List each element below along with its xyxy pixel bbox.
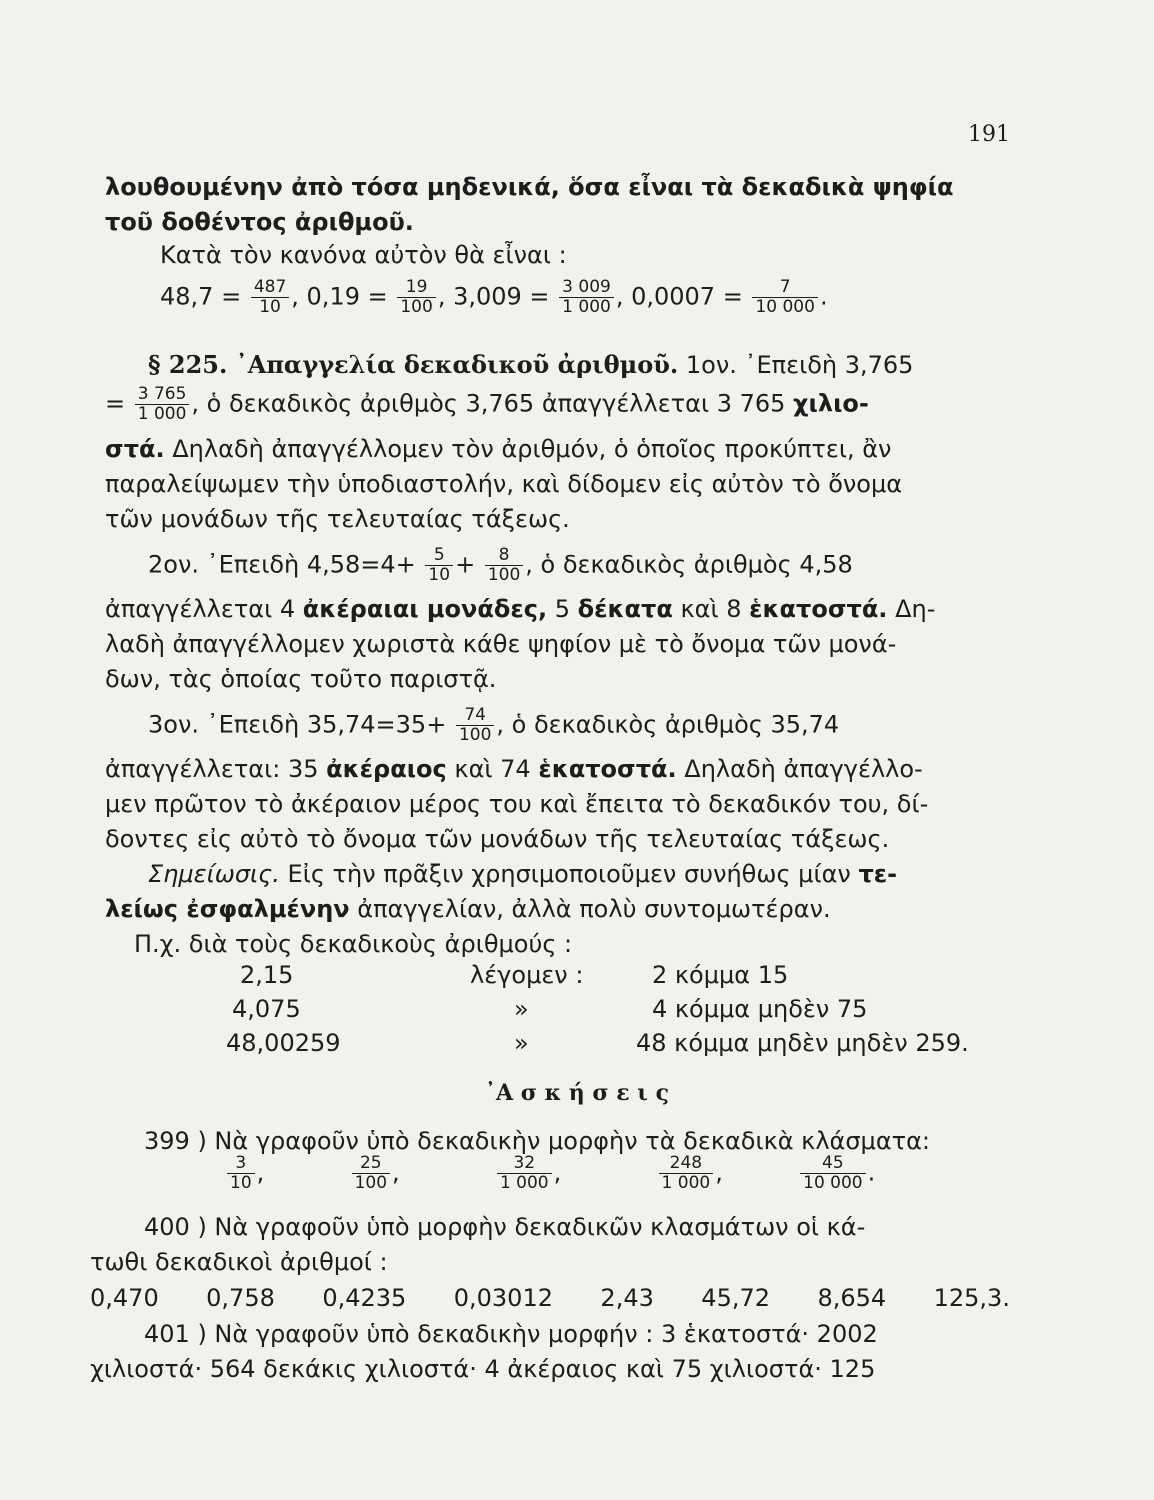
decimal-number: 2,43 — [600, 1284, 654, 1312]
fraction: $\frac{3 765}{1 000}$ — [135, 385, 190, 424]
example-reading: 48 κόμμα μηδὲν μηδὲν 259. — [636, 1029, 969, 1057]
text-line: τοῦ δοθέντος ἀριθμοῦ. — [105, 208, 414, 236]
text-line: παραλείψωμεν τὴν ὑποδιαστολήν, καὶ δίδομεν εἰς αὐτὸν τὸ ὄνομα — [105, 470, 903, 498]
decimal-number: 0,4235 — [322, 1284, 407, 1312]
example-reading: 2 κόμμα 15 — [652, 961, 789, 989]
text-line: 3ον. ᾽Επειδὴ 35,74=35+ $\frac{74}{100}$ , ὁ δεκαδικὸς ἀριθμὸς 35,74 — [148, 705, 840, 745]
text-line: τωθι δεκαδικοὶ ἀριθμοί : — [90, 1248, 388, 1276]
text-line: Σημείωσις. Εἰς τὴν πρᾶξιν χρησιμοποιοῦμεν συνήθως μίαν τε- — [148, 860, 898, 888]
text-line: δων, τὰς ὁποίας τοῦτο παριστᾷ. — [105, 665, 497, 693]
fraction-row: $\frac{3}{10}$ , $\frac{25}{100}$ , $\frac{32}{1 000}$ , $\frac{248}{1 000}$ , $\frac{45}{10 000}$ . — [225, 1154, 1135, 1193]
text-line: 2ον. ᾽Επειδὴ 4,58=4+ $\frac{5}{10}$ + $\frac{8}{100}$ , ὁ δεκαδικὸς ἀριθμὸς 4,58 — [148, 545, 853, 585]
fraction: $\frac{7}{10 000}$ — [752, 278, 817, 317]
section-heading: § 225. ᾽Απαγγελία δεκαδικοῦ ἀριθμοῦ. 1ον. ᾽Επειδὴ 3,765 — [148, 350, 914, 379]
example-reading: 4 κόμμα μηδὲν 75 — [652, 995, 868, 1023]
fraction: $\frac{32}{1 000}$ — [497, 1154, 552, 1193]
text-line: Κατὰ τὸν κανόνα αὐτὸν θὰ εἶναι : — [160, 241, 567, 269]
fraction: $\frac{8}{100}$ — [485, 546, 523, 585]
example-verb: λέγομεν : — [470, 961, 584, 989]
text-line: στά. Δηλαδὴ ἀπαγγέλλομεν τὸν ἀριθμόν, ὁ ὁποῖος προκύπτει, ἂν — [105, 435, 892, 463]
text-line: ἀπαγγέλλεται: 35 ἀκέραιος καὶ 74 ἑκατοστά. Δηλαδὴ ἀπαγγέλλο- — [105, 755, 923, 783]
fraction: $\frac{3}{10}$ — [227, 1154, 255, 1193]
text-line: λουθουμένην ἀπὸ τόσα μηδενικά, ὅσα εἶναι τὰ δεκαδικὰ ψηφία — [105, 173, 954, 201]
exercises-title: ᾽Α σ κ ή σ ε ι ς — [484, 1080, 670, 1106]
text-line: δοντες εἰς αὐτὸ τὸ ὄνομα τῶν μονάδων τῆς τελευταίας τάξεως. — [105, 825, 890, 853]
text-line: Π.χ. διὰ τοὺς δεκαδικοὺς ἀριθμούς : — [134, 930, 573, 958]
decimal-number: 0,758 — [206, 1284, 275, 1312]
example-number: 48,00259 — [226, 1029, 341, 1057]
text-line: μεν πρῶτον τὸ ἀκέραιον μέρος του καὶ ἔπειτα τὸ δεκαδικόν του, δί- — [105, 790, 929, 818]
equation-line: 48,7 = $\frac{487}{10}$ , 0,19 = $\frac{19}{100}$ , 3,009 = $\frac{3 009}{1 000}$ , 0,0007 = $\frac{7}{10 000}$ . — [160, 277, 828, 317]
fraction: $\frac{487}{10}$ — [251, 278, 289, 317]
text-line: χιλιοστά· 564 δεκάκις χιλιοστά· 4 ἀκέραιος καὶ 75 χιλιοστά· 125 — [90, 1355, 876, 1383]
example-verb: » — [514, 1029, 529, 1057]
page-number: 191 — [968, 122, 1010, 147]
text-line: λείως ἐσφαλμένην ἀπαγγελίαν, ἀλλὰ πολὺ συντομωτέραν. — [105, 895, 831, 923]
text-line: λαδὴ ἀπαγγέλλομεν χωριστὰ κάθε ψηφίον μὲ τὸ ὄνομα τῶν μονά- — [105, 630, 897, 658]
example-number: 4,075 — [232, 995, 301, 1023]
example-verb: » — [514, 995, 529, 1023]
exercise-399: 399 ) Νὰ γραφοῦν ὑπὸ δεκαδικὴν μορφὴν τὰ δεκαδικὰ κλάσματα: — [144, 1127, 930, 1155]
exercise-400: 400 ) Νὰ γραφοῦν ὑπὸ μορφὴν δεκαδικῶν κλασμάτων οἱ κά- — [144, 1213, 866, 1241]
decimal-number: 45,72 — [701, 1284, 771, 1312]
text-line: = $\frac{3 765}{1 000}$ , ὁ δεκαδικὸς ἀριθμὸς 3,765 ἀπαγγέλλεται 3 765 χιλιο- — [105, 384, 869, 424]
fraction: $\frac{45}{10 000}$ — [800, 1154, 865, 1193]
fraction: $\frac{74}{100}$ — [456, 706, 494, 745]
decimal-number: 0,03012 — [453, 1284, 553, 1312]
fraction: $\frac{248}{1 000}$ — [659, 1154, 714, 1193]
text-line: τῶν μονάδων τῆς τελευταίας τάξεως. — [105, 505, 570, 533]
example-number: 2,15 — [240, 961, 294, 989]
exercise-401: 401 ) Νὰ γραφοῦν ὑπὸ δεκαδικὴν μορφήν : 3 ἑκατοστά· 2002 — [144, 1320, 878, 1348]
fraction: $\frac{5}{10}$ — [425, 546, 453, 585]
decimal-number: 8,654 — [817, 1284, 887, 1312]
fraction: $\frac{3 009}{1 000}$ — [559, 278, 614, 317]
fraction: $\frac{19}{100}$ — [397, 278, 435, 317]
decimal-number: 125,3. — [933, 1284, 1010, 1312]
number-row — [90, 1281, 1010, 1315]
text-line: ἀπαγγέλλεται 4 ἀκέραιαι μονάδες, 5 δέκατα καὶ 8 ἑκατοστά. Δη- — [105, 595, 936, 623]
decimal-number: 0,470 — [90, 1284, 159, 1312]
fraction: $\frac{25}{100}$ — [352, 1154, 390, 1193]
